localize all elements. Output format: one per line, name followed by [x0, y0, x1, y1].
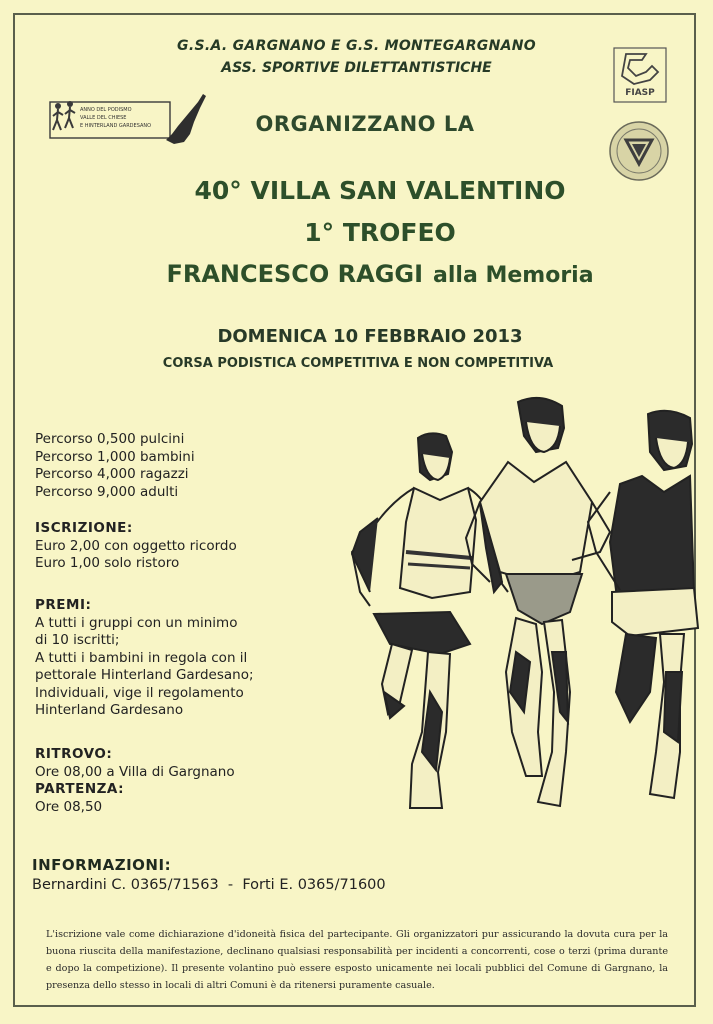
fiasp-logo	[612, 46, 668, 104]
memorial-name: FRANCESCO RAGGI	[166, 260, 424, 288]
prizes-line: di 10 iscritti;	[35, 632, 120, 648]
course-item: Percorso 4,000 ragazzi	[35, 466, 189, 482]
contact-numbers: Bernardini C. 0365/71563 - Forti E. 0365/71600	[32, 877, 386, 893]
prizes-line: Hinterland Gardesano	[35, 702, 184, 718]
registration-section	[35, 520, 237, 573]
registration-line: Euro 1,00 solo ristoro	[35, 555, 180, 571]
course-item: Percorso 0,500 pulcini	[35, 431, 185, 447]
runners-illustration	[330, 392, 700, 822]
podismo-logo-text-3: E HINTERLAND GARDESANO	[80, 123, 152, 129]
organize-heading: ORGANIZZANO LA	[255, 112, 475, 136]
meeting-line: Ore 08,00 a Villa di Gargnano	[35, 763, 235, 780]
registration-line: Euro 2,00 con oggetto ricordo	[35, 537, 237, 554]
memorial-title	[0, 260, 713, 288]
prizes-line: pettorale Hinterland Gardesano;	[35, 667, 254, 683]
memorial-suffix: alla Memoria	[433, 263, 594, 288]
course-list	[35, 431, 195, 501]
event-date: DOMENICA 10 FEBBRAIO 2013	[217, 326, 523, 347]
course-item: Percorso 1,000 bambini	[35, 448, 195, 465]
meeting-section	[35, 746, 235, 816]
podismo-logo-text-1: ANNO DEL PODISMO	[80, 107, 132, 113]
trophy-title: 1° TROFEO	[304, 218, 456, 247]
fiasp-label: FIASP	[625, 88, 655, 98]
organizers-subline: ASS. SPORTIVE DILETTANTISTICHE	[221, 60, 492, 76]
prizes-section	[35, 597, 254, 720]
podismo-logo	[48, 88, 208, 148]
prizes-line: A tutti i gruppi con un minimo	[35, 614, 238, 631]
prizes-line: A tutti i bambini in regola con il	[35, 649, 248, 666]
disclaimer-text: L'iscrizione vale come dichiarazione d'idoneità fisica del partecipante. Gli organizzatori pur assicurando la dovuta cura per la buona riuscita della manifestazione, declinano qualsiasi responsabilità per incidenti a concorrenti, cose o terzi (prima durante e dopo la competizione). Il presente volantino può essere esposto unicamente nei locali pubblici del Comune di Gargnano, la presenza dello stesso in locali di altri Comuni è da ritenersi puramente casuale.	[46, 929, 668, 991]
meeting-heading: RITROVO:	[35, 746, 113, 762]
event-subtitle: CORSA PODISTICA COMPETITIVA E NON COMPETITIVA	[162, 356, 554, 371]
round-emblem-logo	[608, 120, 670, 182]
start-line: Ore 08,50	[35, 798, 103, 815]
organizers-line: G.S.A. GARGNANO E G.S. MONTEGARGNANO	[177, 38, 536, 54]
registration-heading: ISCRIZIONE:	[35, 520, 133, 536]
course-item: Percorso 9,000 adulti	[35, 483, 179, 500]
event-title: 40° VILLA SAN VALENTINO	[194, 176, 566, 205]
prizes-heading: PREMI:	[35, 597, 92, 613]
podismo-logo-text-2: VALLE DEL CHIESE	[80, 115, 127, 121]
start-heading: PARTENZA:	[35, 781, 125, 797]
info-heading: INFORMAZIONI:	[32, 856, 172, 874]
prizes-line: Individuali, vige il regolamento	[35, 684, 244, 701]
